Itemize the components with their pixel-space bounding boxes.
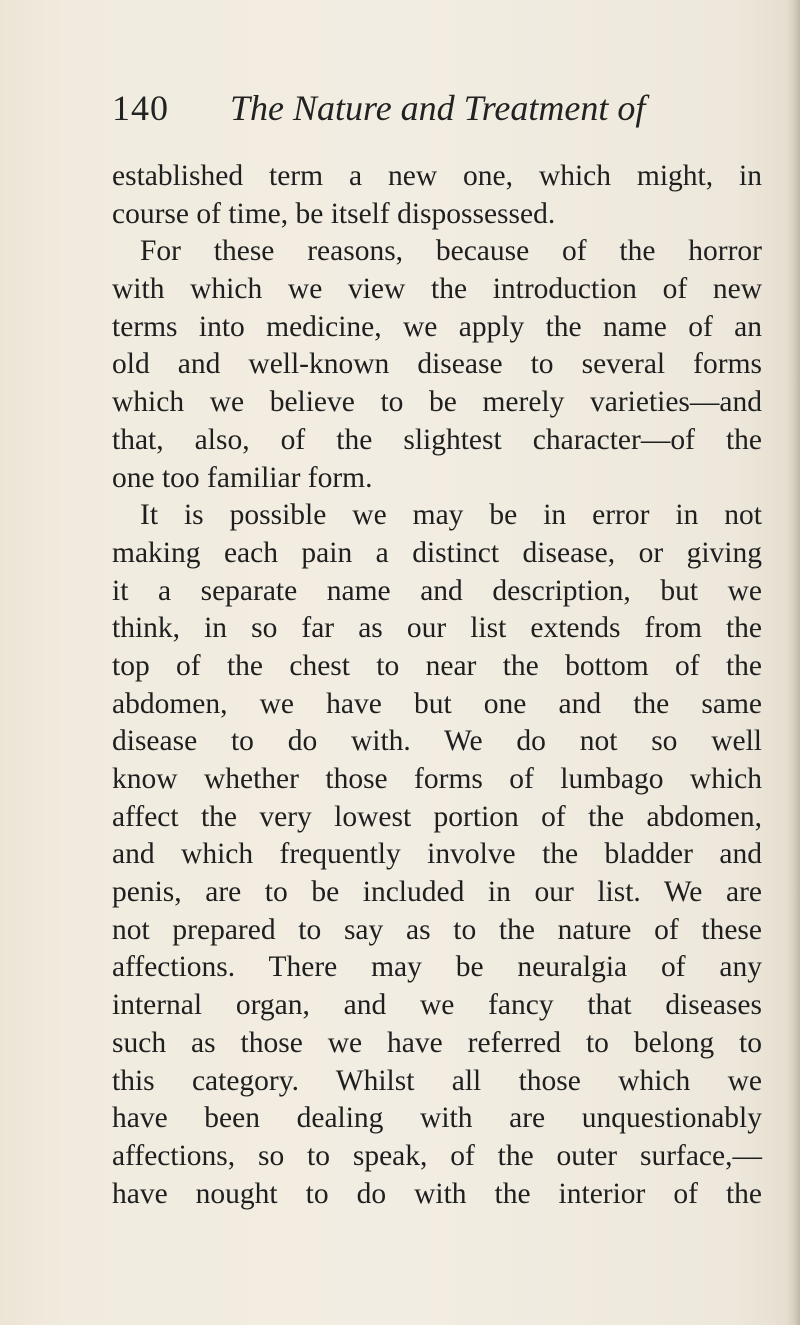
text-line: that, also, of the slightest character—of the: [112, 423, 762, 456]
text-line: top of the chest to near the bottom of the: [112, 649, 762, 682]
text-line: terms into medicine, we apply the name of an: [112, 310, 762, 343]
text-line: such as those we have referred to belong to: [112, 1026, 762, 1059]
text-line: disease to do with. We do not so well: [112, 725, 762, 758]
text-line: and which frequently involve the bladder and: [112, 838, 762, 871]
text-line: know whether those forms of lumbago which: [112, 763, 762, 795]
running-head: The Nature and Treatment of: [230, 88, 646, 128]
text-line: affections. There may be neuralgia of any: [112, 951, 762, 984]
text-line: For these reasons, because of the horror: [140, 235, 762, 268]
text-line: have nought to do with the interior of the: [112, 1177, 762, 1210]
text-line: affections, so to speak, of the outer surface,—: [112, 1139, 762, 1172]
text-line: with which we view the introduction of new: [112, 273, 762, 306]
text-line: not prepared to say as to the nature of these: [112, 913, 762, 946]
text-line: course of time, be itself dispossessed.: [112, 197, 556, 230]
text-line: affect the very lowest portion of the abdomen,: [112, 800, 762, 833]
text-line: making each pain a distinct disease, or giving: [112, 536, 762, 569]
body-text: [112, 158, 762, 1213]
text-line: old and well-known disease to several forms: [112, 348, 762, 381]
text-line: established term a new one, which might, in: [112, 160, 762, 192]
text-line: abdomen, we have but one and the same: [112, 687, 762, 720]
page-number: 140: [112, 88, 169, 128]
text-line: it a separate name and description, but we: [112, 574, 762, 607]
text-line: which we believe to be merely varieties—and: [112, 386, 762, 419]
text-line: have been dealing with are unquestionably: [112, 1102, 762, 1135]
text-line: internal organ, and we fancy that diseases: [112, 989, 762, 1022]
text-line: one too familiar form.: [112, 461, 373, 494]
text-line: this category. Whilst all those which we: [112, 1064, 762, 1097]
text-line: It is possible we may be in error in not: [140, 499, 762, 532]
page-edge-shadow: [786, 0, 800, 1325]
page-header: [112, 86, 672, 130]
text-line: think, in so far as our list extends from the: [112, 612, 762, 645]
text-line: penis, are to be included in our list. We are: [112, 876, 762, 909]
